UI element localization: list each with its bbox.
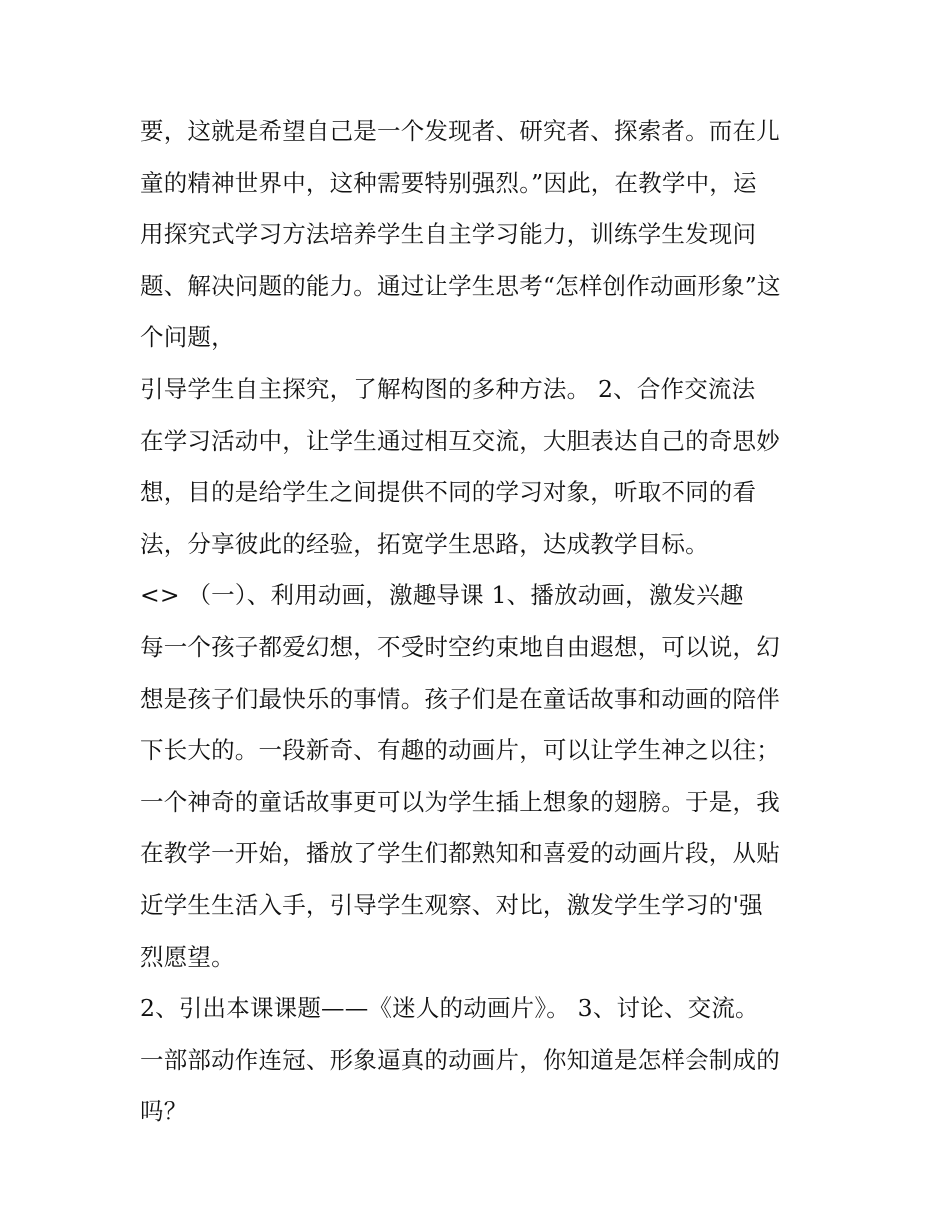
text-line: 法，分享彼此的经验，拓宽学生思路，达成教学目标。: [140, 529, 709, 558]
text-line: 童的精神世界中，这种需要特别强烈。”因此，在教学中，运: [140, 168, 757, 197]
text-line: 题、解决问题的能力。通过让学生思考“怎样创作动画形象”这: [140, 271, 781, 300]
text-line: 在学习活动中，让学生通过相互交流，大胆表达自己的奇思妙: [140, 426, 780, 455]
text-line: 一部部动作连冠、形象逼真的动画片，你知道是怎样会制成的: [140, 1045, 780, 1074]
text-line: 下长大的。一段新奇、有趣的动画片，可以让学生神之以往；: [140, 736, 780, 765]
text-line: 引导学生自主探究，了解构图的多种方法。 2、合作交流法: [140, 374, 756, 403]
text-line: 烈愿望。: [140, 942, 235, 971]
text-line: 用探究式学习方法培养学生自主学习能力，训练学生发现问: [140, 220, 757, 249]
text-line: 要，这就是希望自己是一个发现者、研究者、探索者。而在儿: [140, 117, 780, 145]
text-line: 吗？: [140, 1097, 188, 1126]
text-line: <> （一）、利用动画，激趣导课 1、播放动画，激发兴趣: [140, 581, 744, 610]
body-text: [140, 106, 820, 1138]
text-line: 近学生生活入手，引导学生观察、对比，激发学生学习的'强: [140, 890, 763, 919]
text-line: 在教学一开始，播放了学生们都熟知和喜爱的动画片段，从贴: [140, 839, 780, 868]
text-line: 一个神奇的童话故事更可以为学生插上想象的翅膀。于是，我: [140, 787, 780, 816]
text-line: 想，目的是给学生之间提供不同的学习对象，听取不同的看: [140, 478, 757, 507]
text-line: 想是孩子们最快乐的事情。孩子们是在童话故事和动画的陪伴: [140, 684, 780, 713]
text-line: 2、引出本课课题——《迷人的动画片》。 3、讨论、交流。: [140, 994, 759, 1023]
text-line: 个问题，: [140, 323, 235, 352]
text-line: 每一个孩子都爱幻想，不受时空约束地自由遐想，可以说，幻: [140, 632, 780, 661]
